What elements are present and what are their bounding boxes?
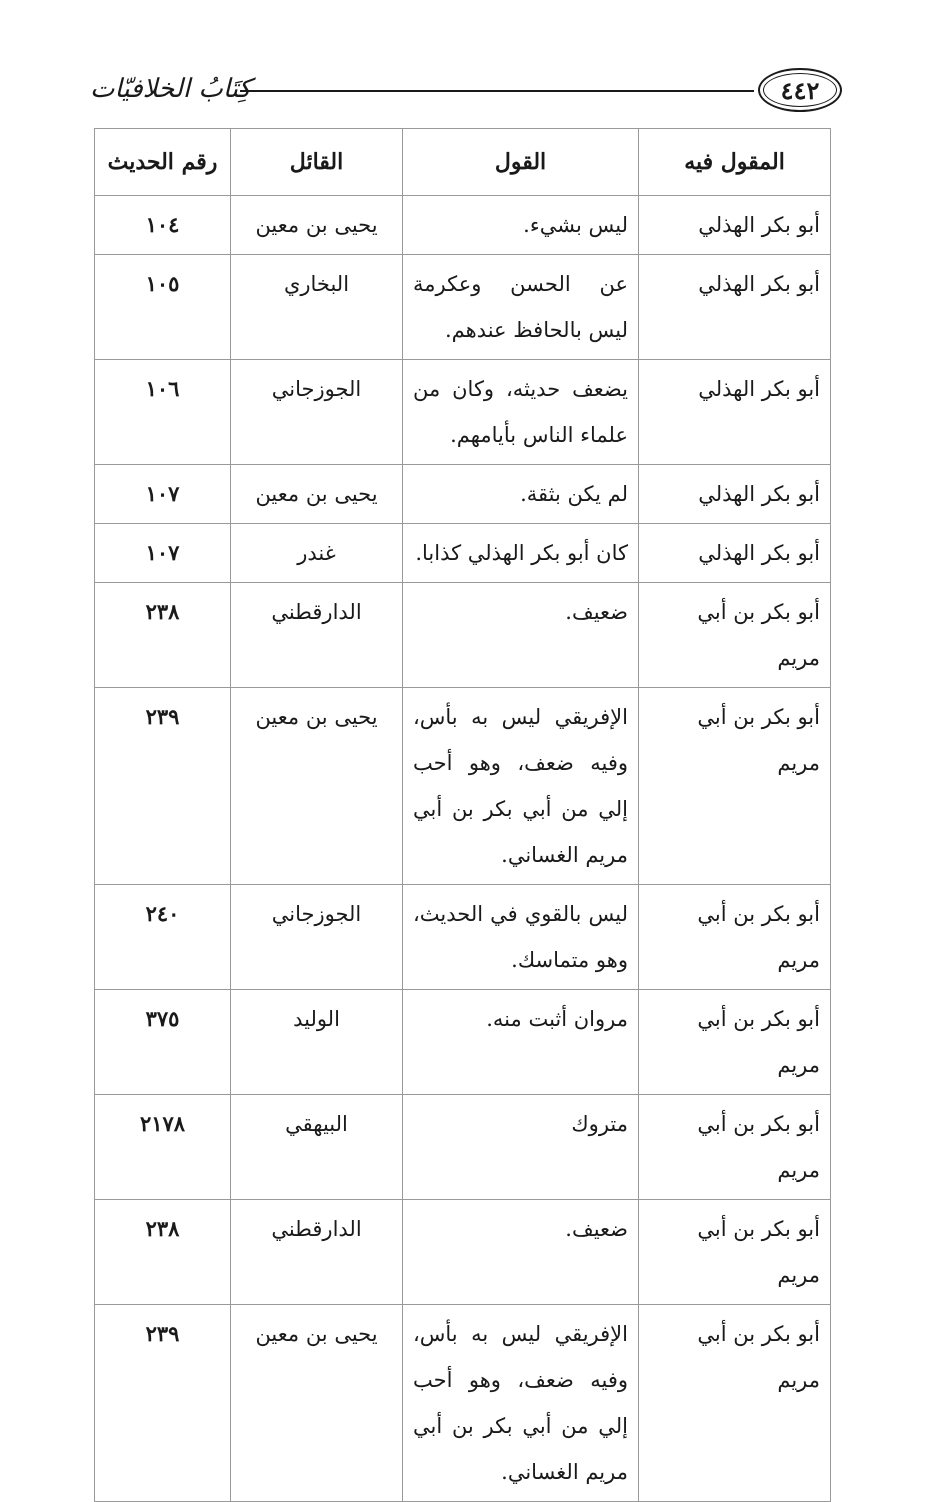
subject-cell: أبو بكر بن أبي مريم [639,885,831,990]
column-header-quote: القول [403,129,639,196]
hadith-number-cell: ٢٣٩ [95,1305,231,1502]
quote-cell: ليس بالقوي في الحديث، وهو متماسك. [403,885,639,990]
quote-cell: ليس بشيء. [403,196,639,255]
column-header-speaker: القائل [231,129,403,196]
hadith-number-cell: ١٠٤ [95,196,231,255]
speaker-cell: الدارقطني [231,1200,403,1305]
speaker-cell: البخاري [231,255,403,360]
narrators-table [94,128,831,1502]
subject-cell: أبو بكر الهذلي [639,196,831,255]
subject-cell: أبو بكر بن أبي مريم [639,1200,831,1305]
speaker-cell: يحيى بن معين [231,688,403,885]
table-row [95,465,831,524]
quote-cell: عن الحسن وعكرمة ليس بالحافظ عندهم. [403,255,639,360]
table-header-row [95,129,831,196]
table-row [95,990,831,1095]
hadith-number-cell: ١٠٥ [95,255,231,360]
table-row [95,583,831,688]
subject-cell: أبو بكر بن أبي مريم [639,688,831,885]
table-row [95,1095,831,1200]
subject-cell: أبو بكر الهذلي [639,465,831,524]
subject-cell: أبو بكر بن أبي مريم [639,990,831,1095]
subject-cell: أبو بكر الهذلي [639,255,831,360]
quote-cell: يضعف حديثه، وكان من علماء الناس بأيامهم. [403,360,639,465]
speaker-cell: الجوزجاني [231,360,403,465]
hadith-number-cell: ١٠٧ [95,465,231,524]
quote-cell: ضعيف. [403,583,639,688]
column-header-hadith-number: رقم الحديث [95,129,231,196]
hadith-number-cell: ٢١٧٨ [95,1095,231,1200]
speaker-cell: يحيى بن معين [231,465,403,524]
subject-cell: أبو بكر الهذلي [639,524,831,583]
speaker-cell: البيهقي [231,1095,403,1200]
quote-cell: مروان أثبت منه. [403,990,639,1095]
column-header-subject: المقول فيه [639,129,831,196]
hadith-number-cell: ٢٣٩ [95,688,231,885]
table-row [95,1305,831,1502]
table-row [95,885,831,990]
hadith-number-cell: ٢٣٨ [95,1200,231,1305]
hadith-number-cell: ٢٤٠ [95,885,231,990]
quote-cell: الإفريقي ليس به بأس، وفيه ضعف، وهو أحب إلي من أبي بكر بن أبي مريم الغساني. [403,1305,639,1502]
quote-cell: كان أبو بكر الهذلي كذابا. [403,524,639,583]
hadith-number-cell: ٣٧٥ [95,990,231,1095]
speaker-cell: يحيى بن معين [231,1305,403,1502]
quote-cell: لم يكن بثقة. [403,465,639,524]
subject-cell: أبو بكر بن أبي مريم [639,1305,831,1502]
speaker-cell: الجوزجاني [231,885,403,990]
quote-cell: متروك [403,1095,639,1200]
speaker-cell: الدارقطني [231,583,403,688]
table-row [95,255,831,360]
page-number: ٤٤٢ [758,68,842,112]
header-rule [240,90,754,92]
subject-cell: أبو بكر بن أبي مريم [639,1095,831,1200]
quote-cell: ضعيف. [403,1200,639,1305]
speaker-cell: غندر [231,524,403,583]
subject-cell: أبو بكر بن أبي مريم [639,583,831,688]
subject-cell: أبو بكر الهذلي [639,360,831,465]
table-row [95,196,831,255]
table-row [95,688,831,885]
page-header [90,68,842,120]
speaker-cell: يحيى بن معين [231,196,403,255]
table-row [95,1200,831,1305]
table-body [95,196,831,1502]
hadith-number-cell: ١٠٦ [95,360,231,465]
hadith-number-cell: ٢٣٨ [95,583,231,688]
table-row [95,360,831,465]
table-row [95,524,831,583]
speaker-cell: الوليد [231,990,403,1095]
quote-cell: الإفريقي ليس به بأس، وفيه ضعف، وهو أحب إلي من أبي بكر بن أبي مريم الغساني. [403,688,639,885]
hadith-number-cell: ١٠٧ [95,524,231,583]
book-title: كِتَابُ الخلافيّات [90,74,252,104]
